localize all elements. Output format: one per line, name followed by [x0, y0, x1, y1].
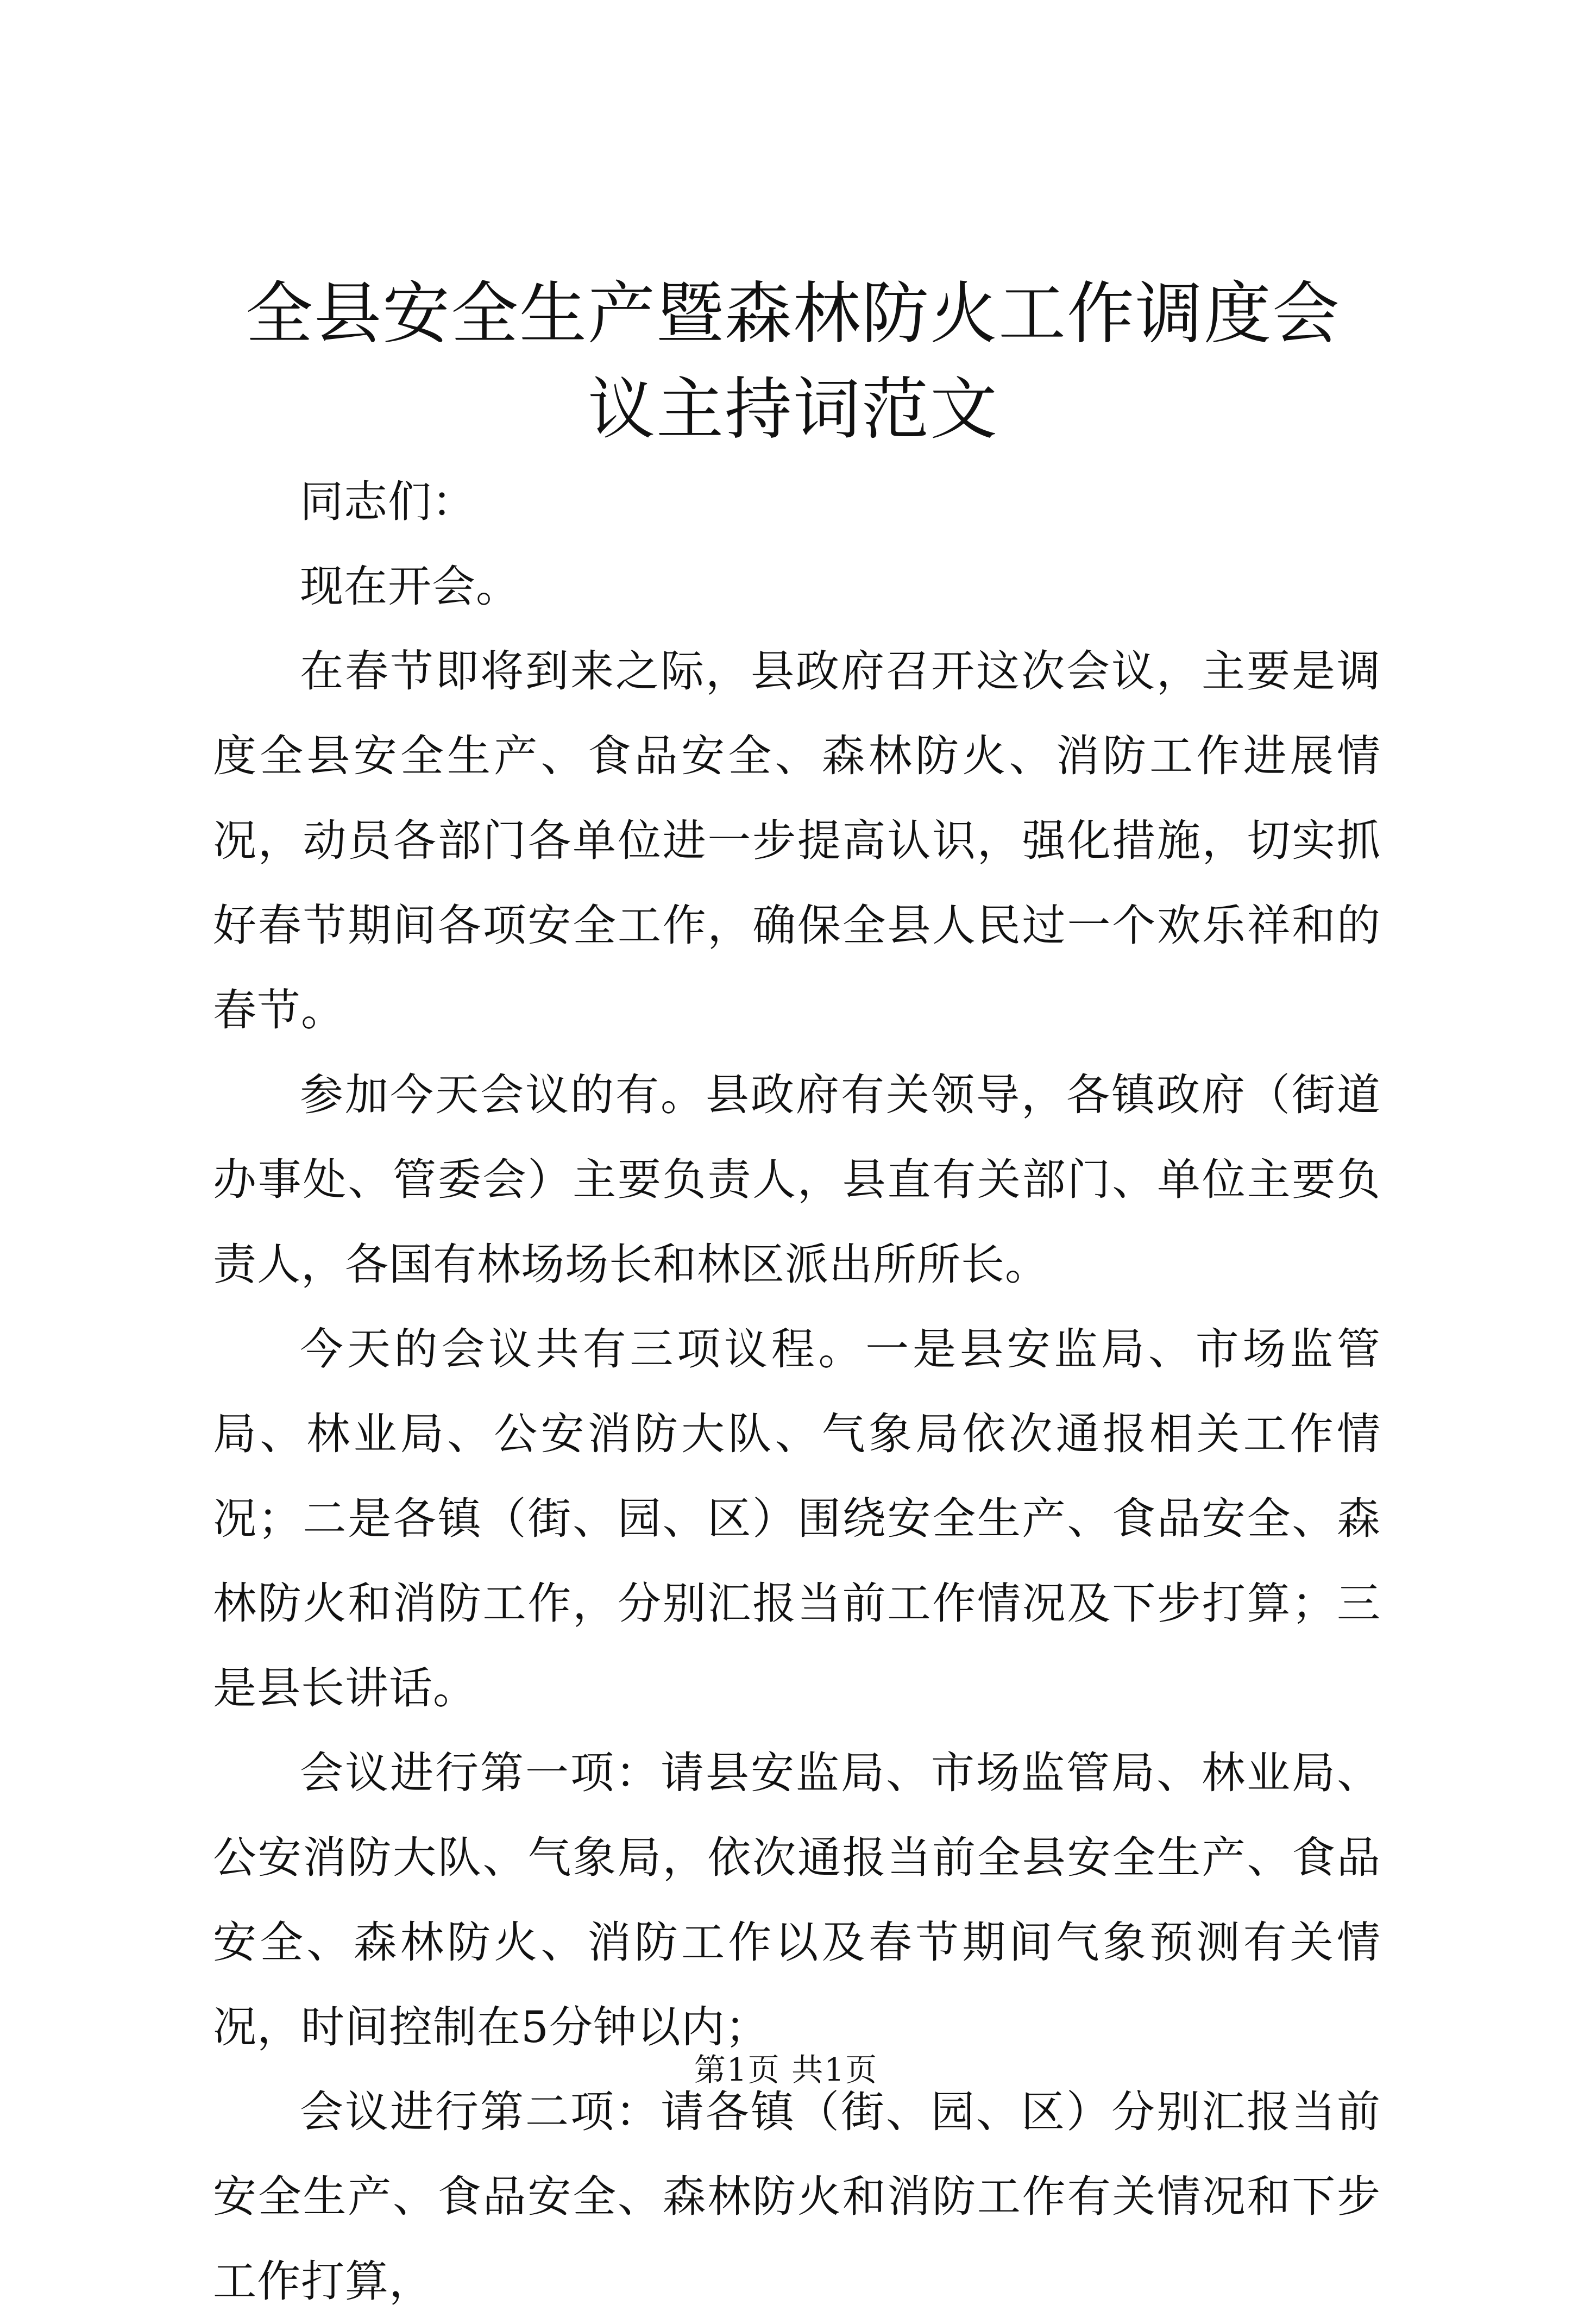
paragraph-salutation: 同志们：: [300, 476, 476, 527]
paragraph-item-two: 会议进行第二项：请各镇（街、园、区）分别汇报当前安全生产、食品安全、森林防火和消防工作有关情况和下步工作打算，: [213, 2087, 1381, 2307]
paragraph-agenda: 今天的会议共有三项议程。一是县安监局、市场监管局、林业局、公安消防大队、气象局依次通报相关工作情况；二是各镇（街、园、区）围绕安全生产、食品安全、森林防火和消防工作，分别汇报当前工作情况及下步打算；三是县长讲话。: [213, 1324, 1381, 1713]
paragraph-attendees: 参加今天会议的有。县政府有关领导，各镇政府（街道办事处、管委会）主要负责人，县直有关部门、单位主要负责人，各国有林场场长和林区派出所所长。: [213, 1070, 1381, 1290]
document-body: [213, 460, 1381, 2324]
page-number-footer: 第1页 共1页: [694, 2051, 878, 2088]
paragraph-item-one: 会议进行第一项：请县安监局、市场监管局、林业局、公安消防大队、气象局，依次通报当前全县安全生产、食品安全、森林防火、消防工作以及春节期间气象预测有关情况，时间控制在5分钟以内；: [213, 1748, 1381, 2052]
paragraph-purpose: 在春节即将到来之际，县政府召开这次会议，主要是调度全县安全生产、食品安全、森林防火、消防工作进展情况，动员各部门各单位进一步提高认识，强化措施，切实抓好春节期间各项安全工作，确保全县人民过一个欢乐祥和的春节。: [213, 646, 1381, 1035]
document-title: 全县安全生产暨森林防火工作调度会议主持词范文: [245, 275, 1341, 449]
paragraph-opening: 现在开会。: [300, 561, 520, 612]
